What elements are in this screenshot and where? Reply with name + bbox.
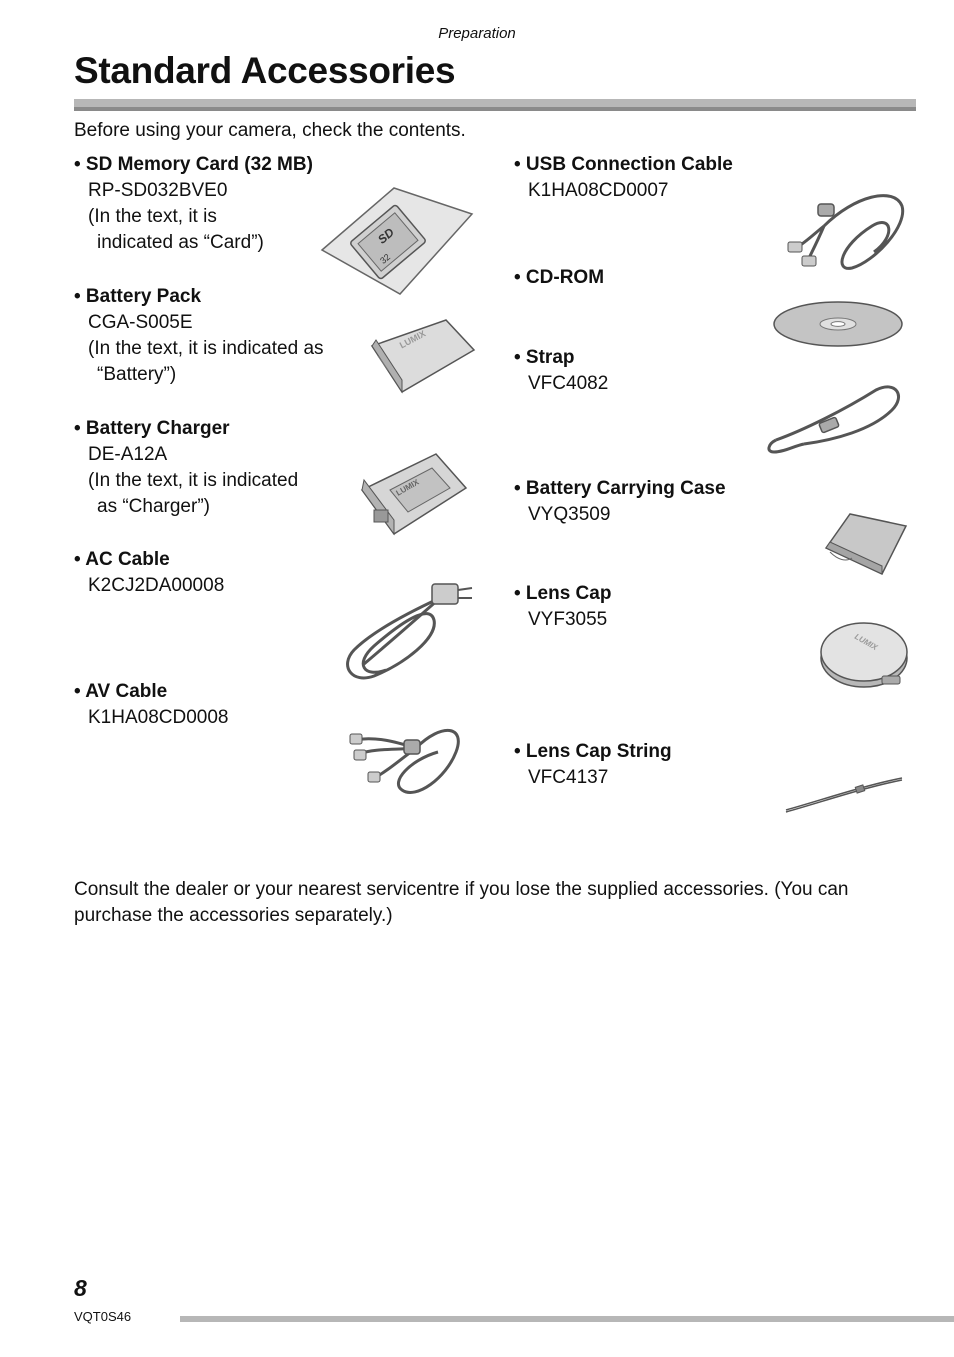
accessory-note: “Battery”) [97, 364, 177, 385]
accessory-name: • CD-ROM [514, 267, 605, 288]
part-number: VFC4137 [528, 767, 609, 788]
accessory-battery-charger [74, 416, 298, 520]
ac-cable-illustration [334, 580, 478, 690]
accessory-note: (In the text, it is indicated [88, 470, 299, 491]
accessory-lens-cap [514, 581, 611, 633]
lens-cap-illustration [818, 618, 910, 690]
title-divider-shadow [74, 107, 916, 111]
accessory-name: • AC Cable [74, 549, 170, 570]
doc-code: VQT0S46 [74, 1309, 132, 1324]
charger-brand-text: LUMIX [394, 477, 421, 498]
battery-pack-illustration [368, 316, 480, 396]
part-number: K1HA08CD0007 [528, 180, 669, 201]
accessory-note: (In the text, it is [88, 206, 217, 227]
accessory-note: indicated as “Card”) [97, 232, 264, 253]
accessory-name: • Battery Charger [74, 418, 230, 439]
title-divider [74, 99, 916, 107]
note-text: Consult the dealer or your nearest servicentre if you lose the supplied accessories. (You can purchase the accessories separately.) [74, 879, 849, 926]
page-number: 8 [74, 1275, 87, 1301]
accessory-note: as “Charger”) [97, 496, 210, 517]
accessory-name: • Strap [514, 347, 575, 368]
accessory-battery-pack [74, 284, 324, 388]
accessory-av-cable [74, 679, 228, 731]
av-cable-illustration [346, 712, 468, 804]
sd-card-illustration [318, 186, 474, 298]
card-logo-text: SD [375, 225, 397, 247]
accessory-note: (In the text, it is indicated as [88, 338, 324, 359]
part-number: K1HA08CD0008 [88, 707, 229, 728]
accessory-name: • USB Connection Cable [514, 154, 733, 175]
accessory-strap [514, 345, 608, 397]
cd-rom-illustration [772, 300, 904, 350]
charger-illustration [358, 450, 470, 542]
accessory-name: • Battery Pack [74, 286, 202, 307]
accessory-sd-card [74, 152, 313, 256]
lens-cap-brand-text: LUMIX [853, 631, 880, 653]
card-capacity-text: 32 [378, 251, 393, 266]
part-number: VFC4082 [528, 373, 609, 394]
strap-illustration [764, 380, 906, 466]
part-number: VYQ3509 [528, 504, 611, 525]
intro-text: Before using your camera, check the contents. [74, 120, 466, 141]
accessory-usb-cable [514, 152, 733, 204]
battery-case-illustration [822, 512, 908, 576]
accessory-name: • Battery Carrying Case [514, 478, 726, 499]
part-number: DE-A12A [88, 444, 168, 465]
accessory-name: • Lens Cap [514, 583, 612, 604]
part-number: K2CJ2DA00008 [88, 575, 225, 596]
usb-cable-illustration [784, 186, 908, 274]
accessory-cd-rom [514, 265, 604, 291]
accessory-name: • SD Memory Card (32 MB) [74, 154, 313, 175]
battery-brand-text: LUMIX [397, 328, 428, 351]
accessory-name: • Lens Cap String [514, 741, 672, 762]
accessory-battery-case [514, 476, 726, 528]
section-label: Preparation [438, 25, 516, 42]
accessory-lens-cap-string [514, 739, 672, 791]
part-number: RP-SD032BVE0 [88, 180, 228, 201]
part-number: VYF3055 [528, 609, 608, 630]
page-title: Standard Accessories [74, 50, 456, 91]
lens-cap-string-illustration [782, 772, 906, 816]
accessory-name: • AV Cable [74, 681, 168, 702]
footer-divider [180, 1316, 954, 1322]
part-number: CGA-S005E [88, 312, 193, 333]
accessory-ac-cable [74, 547, 224, 599]
